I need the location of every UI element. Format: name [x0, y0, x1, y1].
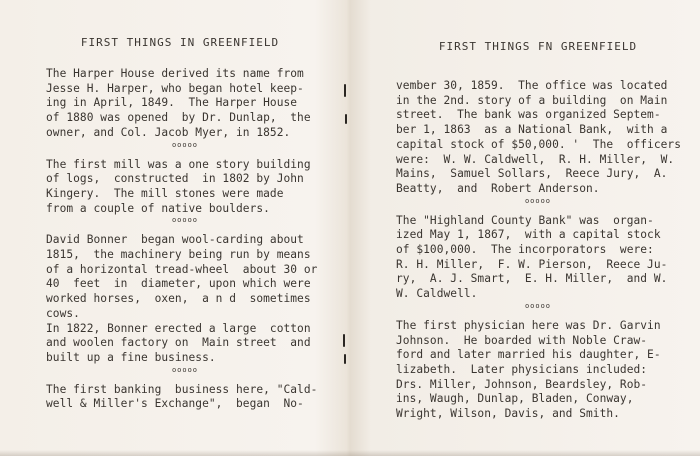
- text-line: were: W. W. Caldwell, R. H. Miller, W.: [396, 152, 675, 166]
- text-line: ized May 1, 1867, with a capital stock: [396, 228, 661, 242]
- text-line: well & Miller's Exchange", began No-: [46, 397, 304, 411]
- section-separator: ooooo: [524, 301, 552, 310]
- text-line: Kingery. The mill stones were made: [46, 186, 284, 200]
- left-page-body: [46, 67, 324, 412]
- text-line: W. Caldwell.: [396, 287, 478, 301]
- right-page-body: [396, 79, 680, 422]
- section-separator: ooooo: [171, 216, 199, 225]
- text-line: of $100,000. The incorporators were:: [396, 243, 654, 257]
- binding-stitch: [343, 334, 345, 347]
- right-page-heading: FIRST THINGS FN GREENFIELD: [438, 40, 638, 53]
- text-line: Jesse H. Harper, who began hotel keep-: [46, 81, 304, 95]
- left-page-heading: FIRST THINGS IN GREENFIELD: [80, 36, 280, 49]
- text-line: 1815, the machinery being run by means: [46, 248, 311, 262]
- text-line: in the 2nd. story of a building on Main: [396, 93, 668, 107]
- text-line: Wright, Wilson, Davis, and Smith.: [396, 407, 620, 421]
- paragraph: [46, 67, 324, 141]
- binding-stitch: [344, 84, 346, 97]
- text-line: Drs. Miller, Johnson, Beardsley, Rob-: [396, 377, 648, 391]
- text-line: In 1822, Bonner erected a large cotton: [46, 321, 311, 335]
- text-line: Mains, Samuel Sollars, Reece Jury, A.: [396, 167, 668, 181]
- text-line: The "Highland County Bank" was organ-: [396, 213, 654, 227]
- binding-stitch: [345, 114, 347, 124]
- text-line: of 1880 was opened by Dr. Dunlap, the: [46, 111, 311, 125]
- right-page: [350, 0, 700, 456]
- text-line: 40 feet in diameter, upon which were: [46, 277, 311, 291]
- section-separator: ooooo: [524, 196, 552, 205]
- paragraph: [46, 158, 324, 217]
- paragraph: [46, 233, 324, 365]
- text-line: owner, and Col. Jacob Myer, in 1852.: [46, 125, 291, 139]
- text-line: Johnson. He boarded with Noble Craw-: [396, 333, 648, 347]
- paragraph: [396, 79, 680, 197]
- paragraph: [396, 214, 680, 302]
- text-line: ber 1, 1863 as a National Bank, with a: [396, 123, 668, 137]
- text-line: ry, A. J. Smart, E. H. Miller, and W.: [396, 272, 668, 286]
- paragraph: [46, 383, 324, 412]
- text-line: ins, Waugh, Dunlap, Bladen, Conway,: [396, 392, 634, 406]
- text-line: The first banking business here, "Cald-: [46, 382, 318, 396]
- binding-stitch: [344, 354, 346, 364]
- text-line: cows.: [46, 306, 80, 320]
- page-bottom-edge: [0, 450, 700, 456]
- text-line: from a couple of native boulders.: [46, 201, 270, 215]
- text-line: David Bonner began wool-carding about: [46, 233, 304, 247]
- text-line: The Harper House derived its name from: [46, 67, 304, 80]
- section-separator: ooooo: [171, 140, 199, 149]
- paragraph: [396, 319, 680, 422]
- text-line: lizabeth. Later physicians included:: [396, 362, 648, 376]
- text-line: vember 30, 1859. The office was located: [396, 79, 668, 92]
- text-line: and woolen factory on Main street and: [46, 336, 311, 350]
- text-line: Beatty, and Robert Anderson.: [396, 181, 600, 195]
- text-line: capital stock of $50,000. ' The officers: [396, 137, 681, 151]
- text-line: of logs, constructed in 1802 by John: [46, 172, 304, 186]
- text-line: street. The bank was organized Septem-: [396, 108, 661, 122]
- text-line: ing in April, 1849. The Harper House: [46, 96, 298, 110]
- text-line: ford and later married his daughter, E-: [396, 348, 661, 362]
- text-line: built up a fine business.: [46, 350, 216, 364]
- text-line: of a horizontal tread-wheel about 30 or: [46, 262, 318, 276]
- text-line: The first physician here was Dr. Garvin: [396, 318, 661, 332]
- text-line: worked horses, oxen, a n d sometimes: [46, 292, 311, 306]
- text-line: R. H. Miller, F. W. Pierson, Reece Ju-: [396, 257, 668, 271]
- section-separator: ooooo: [171, 365, 199, 374]
- text-line: The first mill was a one story building: [46, 157, 311, 171]
